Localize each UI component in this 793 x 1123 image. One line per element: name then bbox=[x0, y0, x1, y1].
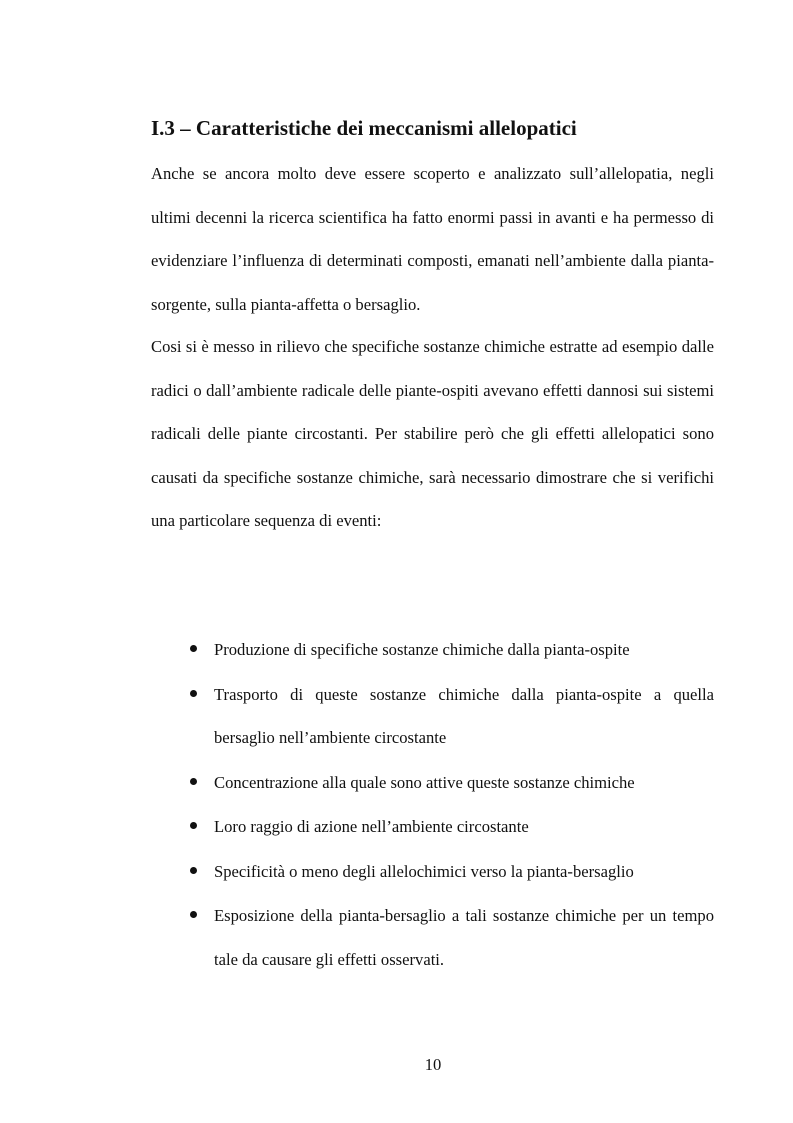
list-item-text: Trasporto di queste sostanze chimiche dalla pianta-ospite a quella bersaglio nell’ambiente circostante bbox=[214, 684, 714, 747]
list-item-text: Loro raggio di azione nell’ambiente circostante bbox=[214, 817, 529, 836]
list-item-text: Specificità o meno degli allelochimici verso la pianta-bersaglio bbox=[214, 861, 634, 881]
list-item bbox=[151, 673, 714, 760]
bullet-icon bbox=[190, 690, 197, 697]
section-heading: I.3 – Caratteristiche dei meccanismi allelopatici bbox=[151, 116, 577, 140]
bullet-icon bbox=[190, 867, 197, 874]
bullet-icon bbox=[190, 822, 197, 829]
event-sequence-list bbox=[151, 628, 714, 982]
bullet-icon bbox=[190, 911, 197, 918]
list-item bbox=[151, 805, 714, 849]
list-item bbox=[151, 761, 714, 805]
list-item bbox=[151, 628, 714, 672]
bullet-icon bbox=[190, 778, 197, 785]
list-item-text: Esposizione della pianta-bersaglio a tali sostanze chimiche per un tempo tale da causare gli effetti osservati. bbox=[214, 906, 714, 969]
bullet-icon bbox=[190, 645, 197, 652]
list-item-text: Concentrazione alla quale sono attive queste sostanze chimiche bbox=[214, 772, 635, 792]
page-number: 10 bbox=[424, 1055, 442, 1074]
list-item bbox=[151, 850, 714, 894]
list-item bbox=[151, 894, 714, 981]
paragraph-sequence: Cosi si è messo in rilievo che specifiche sostanze chimiche estratte ad esempio dalle radici o dall’ambiente radicale delle piante-ospiti avevano effetti dannosi sui sistemi radicali delle piante circostanti. Per stabilire però che gli effetti allelopatici sono causati da specifiche sostanze chimiche, sarà necessario dimostrare che si verifichi una particolare sequenza di eventi: bbox=[151, 337, 714, 530]
paragraph-intro: Anche se ancora molto deve essere scoperto e analizzato sull’allelopatia, negli ultimi decenni la ricerca scientifica ha fatto enormi passi in avanti e ha permesso di evidenziare l’influenza di determinati composti, emanati nell’ambiente dalla pianta-sorgente, sulla pianta-affetta o bersaglio. bbox=[151, 164, 714, 314]
list-item-text: Produzione di specifiche sostanze chimiche dalla pianta-ospite bbox=[214, 640, 630, 659]
